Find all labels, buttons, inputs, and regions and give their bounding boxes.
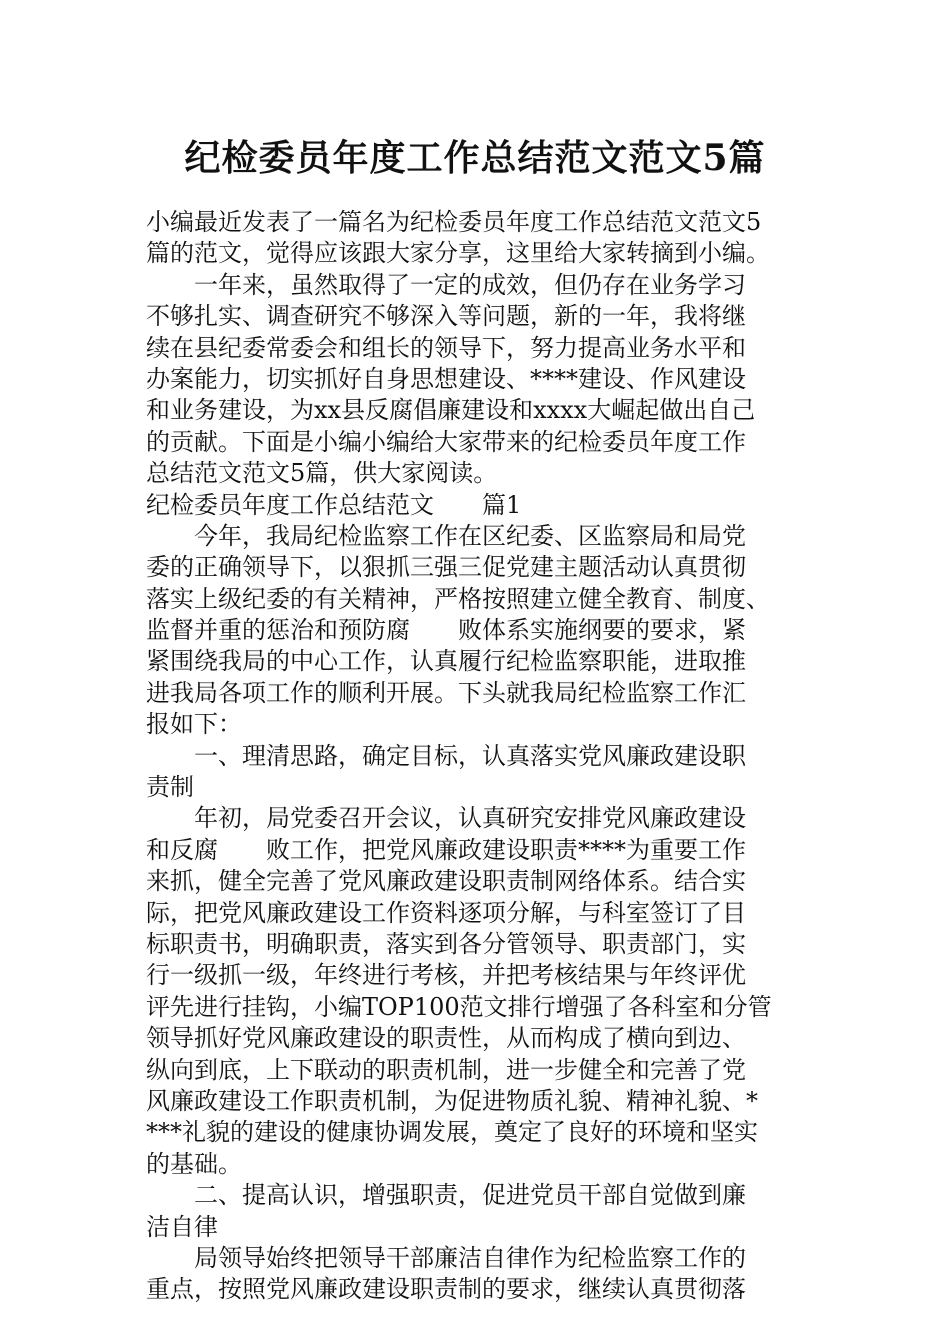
text-line: 办案能力，切实抓好自身思想建设、****建设、作风建设 xyxy=(146,364,746,393)
text-line: 一年来，虽然取得了一定的成效，但仍存在业务学习 xyxy=(194,270,746,299)
text-line: 纵向到底，上下联动的职责机制，进一步健全和完善了党 xyxy=(146,1055,746,1084)
document-title: 纪检委员年度工作总结范文范文5篇 xyxy=(184,137,766,179)
text-line: 洁自律 xyxy=(146,1212,218,1241)
text-line: 总结范文范文5篇，供大家阅读。 xyxy=(146,459,498,488)
text-line: 和业务建设，为xx县反腐倡廉建设和xxxx大崛起做出自己 xyxy=(146,396,756,425)
text-line: 落实上级纪委的有关精神，严格按照建立健全教育、制度、 xyxy=(146,584,770,613)
text-line: 小编最近发表了一篇名为纪检委员年度工作总结范文范文5 xyxy=(146,208,762,236)
document-body xyxy=(146,207,810,1306)
text-line: 际，把党风廉政建设工作资料逐项分解，与科室签订了目 xyxy=(146,898,746,927)
text-line: 今年，我局纪检监察工作在区纪委、区监察局和局党 xyxy=(194,521,746,550)
text-line: 局领导始终把领导干部廉洁自律作为纪检监察工作的 xyxy=(194,1243,746,1272)
text-line: 续在县纪委常委会和组长的领导下，努力提高业务水平和 xyxy=(146,333,746,362)
text-line: 紧围绕我局的中心工作，认真履行纪检监察职能，进取推 xyxy=(146,647,746,676)
text-line: 和反腐 败工作，把党风廉政建设职责****为重要工作 xyxy=(146,835,746,864)
text-line: 评先进行挂钩，小编TOP100范文排行增强了各科室和分管 xyxy=(146,992,772,1021)
text-line: 一、理清思路，确定目标，认真落实党风廉政建设职 xyxy=(194,741,746,770)
text-line: ***礼貌的建设的健康协调发展，奠定了良好的环境和坚实 xyxy=(146,1118,758,1147)
text-line: 领导抓好党风廉政建设的职责性，从而构成了横向到边、 xyxy=(146,1024,746,1053)
text-line: 监督并重的惩治和预防腐 败体系实施纲要的要求，紧 xyxy=(146,616,746,645)
text-line: 的基础。 xyxy=(146,1149,242,1178)
text-line: 年初，局党委召开会议，认真研究安排党风廉政建设 xyxy=(194,804,746,833)
text-line: 标职责书，明确职责，落实到各分管领导、职责部门，实 xyxy=(146,929,746,958)
text-line: 纪检委员年度工作总结范文 篇1 xyxy=(146,490,522,519)
text-line: 风廉政建设工作职责机制，为促进物质礼貌、精神礼貌、* xyxy=(146,1086,758,1115)
text-line: 责制 xyxy=(146,773,194,802)
text-line: 二、提高认识，增强职责，促进党员干部自觉做到廉 xyxy=(194,1181,746,1210)
text-line: 来抓，健全完善了党风廉政建设职责制网络体系。结合实 xyxy=(146,867,746,896)
text-line: 重点，按照党风廉政建设职责制的要求，继续认真贯彻落 xyxy=(146,1275,746,1304)
text-line: 不够扎实、调查研究不够深入等问题，新的一年，我将继 xyxy=(146,302,746,331)
text-line: 篇的范文，觉得应该跟大家分享，这里给大家转摘到小编。 xyxy=(146,239,770,268)
text-line: 委的正确领导下，以狠抓三强三促党建主题活动认真贯彻 xyxy=(146,553,746,582)
text-line: 的贡献。下面是小编小编给大家带来的纪检委员年度工作 xyxy=(146,427,746,456)
text-line: 进我局各项工作的顺利开展。下头就我局纪检监察工作汇 xyxy=(146,678,746,707)
text-line: 报如下： xyxy=(146,710,242,739)
text-line: 行一级抓一级，年终进行考核，并把考核结果与年终评优 xyxy=(146,961,746,990)
